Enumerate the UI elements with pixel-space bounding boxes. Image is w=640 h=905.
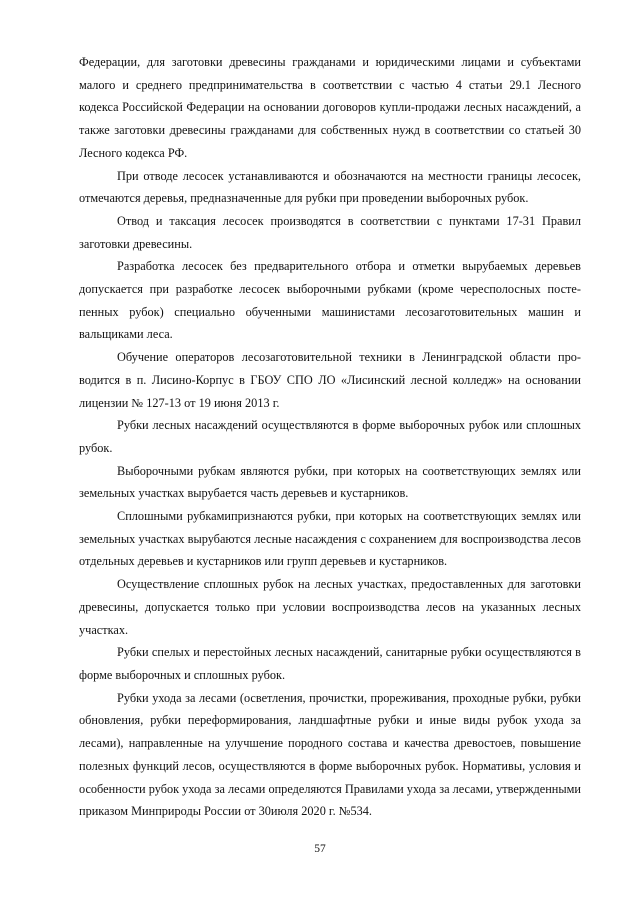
- paragraph: Выборочными рубкам являются рубки, при которых на соответствующих землях или земельных участках вырубается часть деревьев и кустарников.: [79, 463, 581, 501]
- paragraph: Отвод и таксация лесосек производятся в соответствии с пунктами 17-31 Правил заготовки древесины.: [79, 213, 581, 251]
- paragraph: Сплошными рубкамипризнаются рубки, при которых на соответствующих землях или земельных участках вырубаются лесные насаждения с сохранением для воспроизводства лесов отдельных деревьев и кустарников или групп деревьев и кустарников.: [79, 509, 581, 569]
- paragraph: При отводе лесосек устанавливаются и обозначаются на местности границы лесосек, отмечаются деревья, предназначенные для рубки при проведении выборочных рубок.: [79, 168, 581, 206]
- paragraph: Осуществление сплошных рубок на лесных участках, предоставленных для заготовки древесины, допускается только при условии воспроизводства лесов на указанных лесных участках.: [79, 577, 581, 637]
- paragraph: Рубки спелых и перестойных лесных насаждений, санитарные рубки осуществляются в форме выборочных и сплошных рубок.: [79, 645, 581, 682]
- paragraph: Разработка лесосек без предварительного отбора и отметки вырубаемых деревьев допускается при разработке лесосек выборочными рубками (кроме чересполосных постепенных рубок) специально обученными машинистами лесозаготовительных машин и вальщиками леса.: [79, 259, 581, 342]
- page-number: 57: [314, 843, 326, 855]
- body-text: [79, 51, 581, 823]
- paragraph-continuation: Федерации, для заготовки древесины гражданами и юридическими лицами и субъектами малого и среднего предпринимательства в соответствии с частью 4 статьи 29.1 Лесного кодекса Российской Федерации на основании договоров купли-продажи лесных насаждений, а также заготовки древесины гражданами для собственных нужд в соответствии со статьей 30 Лесного кодекса РФ.: [79, 55, 581, 160]
- paragraph: Рубки ухода за лесами (осветления, прочистки, прореживания, проходные рубки, рубки обновления, рубки переформирования, ландшафтные рубки и иные виды рубок ухода за лесами), направленные на улучшение породного состава и качества древостоев, повышение полезных функций лесов, осуществляются в форме выборочных рубок. Нормативы, условия и особенности рубок ухода за лесами определяются Правилами ухода за лесами, утвержденными приказом Минприроды России от 30июля 2020 г. №534.: [79, 690, 581, 819]
- paragraph: Обучение операторов лесозаготовительной техники в Ленинградской области проводится в п. Лисино-Корпус в ГБОУ СПО ЛО «Лисинский лесной колледж» на основании лицензии № 127-13 от 19 июня 2013 г.: [79, 350, 581, 410]
- paragraph: Рубки лесных насаждений осуществляются в форме выборочных рубок или сплошных рубок.: [79, 418, 581, 455]
